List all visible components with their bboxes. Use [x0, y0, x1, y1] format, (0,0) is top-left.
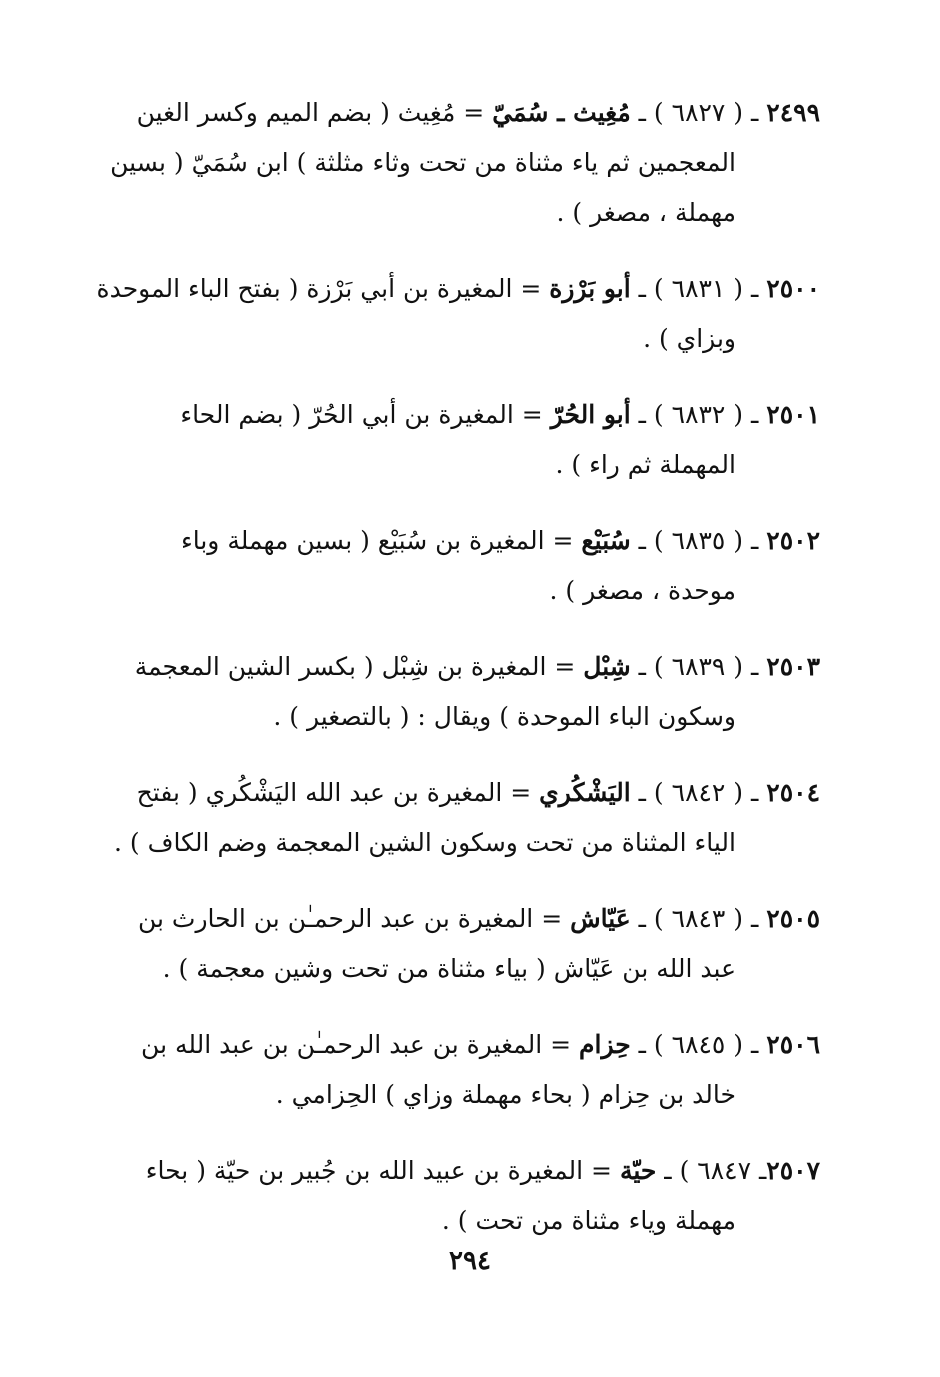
- entry-keyword: عَيّاش: [570, 904, 631, 933]
- entry-continuation: خالد بن حِزام ( بحاء مهملة وزاي ) الحِزامي .: [275, 1080, 736, 1109]
- entry-first-line: [70, 1146, 820, 1196]
- entry-keyword: أبو بَرْزة: [549, 274, 631, 303]
- entry-text: = المغيرة بن عبد الرحمـٰن بن الحارث بن: [137, 904, 571, 933]
- entry-keyword: شِبْل: [583, 652, 631, 681]
- entry-first-line: [70, 516, 820, 566]
- entry-number: ٢٥٠٧: [766, 1156, 820, 1185]
- entry-ref: ـ ( ٦٨٣٩ ) ـ: [630, 652, 767, 681]
- entry-2501: [70, 390, 820, 490]
- entry-ref: ـ ( ٦٨٢٧ ) ـ: [630, 98, 767, 127]
- entry-continuation: مهملة وياء مثناة من تحت ) .: [441, 1206, 736, 1235]
- entry-first-line: [70, 390, 820, 440]
- entry-number: ٢٥٠٤: [766, 778, 820, 807]
- entry-continuation: المعجمين ثم ياء مثناة من تحت وثاء مثلثة ) ابن سُمَيّ ( بسين: [110, 148, 736, 177]
- entry-keyword: اليَشْكُري: [539, 778, 631, 807]
- entry-continuation: الياء المثناة من تحت وسكون الشين المعجمة وضم الكاف ) .: [114, 828, 736, 857]
- entry-number: ٢٤٩٩: [766, 98, 820, 127]
- entry-ref: ـ ( ٦٨٤٥ ) ـ: [630, 1030, 767, 1059]
- entry-text: = المغيرة بن أبي بَرْزة ( بفتح الباء الموحدة: [96, 274, 550, 303]
- entry-keyword: حيّة: [619, 1156, 657, 1185]
- entry-keyword: حِزام: [579, 1030, 631, 1059]
- entry-continuation: مهملة ، مصغر ) .: [556, 198, 736, 227]
- entry-first-line: [70, 642, 820, 692]
- entry-text: = المغيرة بن أبي الحُرّ ( بضم الحاء: [180, 400, 551, 429]
- entry-first-line: [70, 1020, 820, 1070]
- entry-2505: [70, 894, 820, 994]
- entry-2502: [70, 516, 820, 616]
- entry-continuation: وبزاي ) .: [643, 324, 736, 353]
- entry-text: = المغيرة بن عبيد الله بن جُبير بن حيّة ( بحاء: [145, 1156, 620, 1185]
- entry-2503: [70, 642, 820, 742]
- entry-continuation: المهملة ثم راء ) .: [555, 450, 736, 479]
- entry-number: ٢٥٠٣: [766, 652, 820, 681]
- entry-2506: [70, 1020, 820, 1120]
- entry-text: = المغيرة بن شِبْل ( بكسر الشين المعجمة: [134, 652, 584, 681]
- entry-text: = المغيرة بن سُبَيْع ( بسين مهملة وباء: [180, 526, 582, 555]
- entry-first-line: [70, 768, 820, 818]
- entry-number: ٢٥٠١: [766, 400, 820, 429]
- entry-number: ٢٥٠٢: [766, 526, 820, 555]
- entry-first-line: [70, 264, 820, 314]
- entry-ref: ـ ( ٦٨٣٢ ) ـ: [630, 400, 767, 429]
- entry-number: ٢٥٠٠: [766, 274, 820, 303]
- entry-2504: [70, 768, 820, 868]
- entry-text: = المغيرة بن عبد الرحمـٰن بن عبد الله بن: [141, 1030, 580, 1059]
- entry-ref: ـ ( ٦٨٤٣ ) ـ: [630, 904, 767, 933]
- entry-2499: [70, 88, 820, 238]
- entry-continuation: موحدة ، مصغر ) .: [549, 576, 736, 605]
- entry-number: ٢٥٠٦: [766, 1030, 820, 1059]
- entry-keyword: مُغِيث ـ سُمَيّ: [492, 98, 631, 127]
- entry-keyword: سُبَيْع: [581, 526, 631, 555]
- entry-first-line: [70, 894, 820, 944]
- entry-continuation: عبد الله بن عَيّاش ( بياء مثناة من تحت وشين معجمة ) .: [162, 954, 736, 983]
- entry-text: = مُغِيث ( بضم الميم وكسر الغين: [136, 98, 493, 127]
- page-content: [70, 88, 820, 1272]
- entry-2500: [70, 264, 820, 364]
- entry-continuation: وسكون الباء الموحدة ) ويقال : ( بالتصغير ) .: [273, 702, 736, 731]
- entry-2507: [70, 1146, 820, 1246]
- entry-keyword: أبو الحُرّ: [550, 400, 631, 429]
- entry-ref: ـ ( ٦٨٣١ ) ـ: [630, 274, 767, 303]
- entry-ref: ـ ( ٦٨٤٢ ) ـ: [630, 778, 767, 807]
- entry-text: = المغيرة بن عبد الله اليَشْكُري ( بفتح: [136, 778, 540, 807]
- entry-first-line: [70, 88, 820, 138]
- entry-ref: ـ ٦٨٤٧ ) ـ: [656, 1156, 767, 1185]
- page-number: ٢٩٤: [449, 1246, 491, 1276]
- entry-number: ٢٥٠٥: [766, 904, 820, 933]
- entry-ref: ـ ( ٦٨٣٥ ) ـ: [630, 526, 767, 555]
